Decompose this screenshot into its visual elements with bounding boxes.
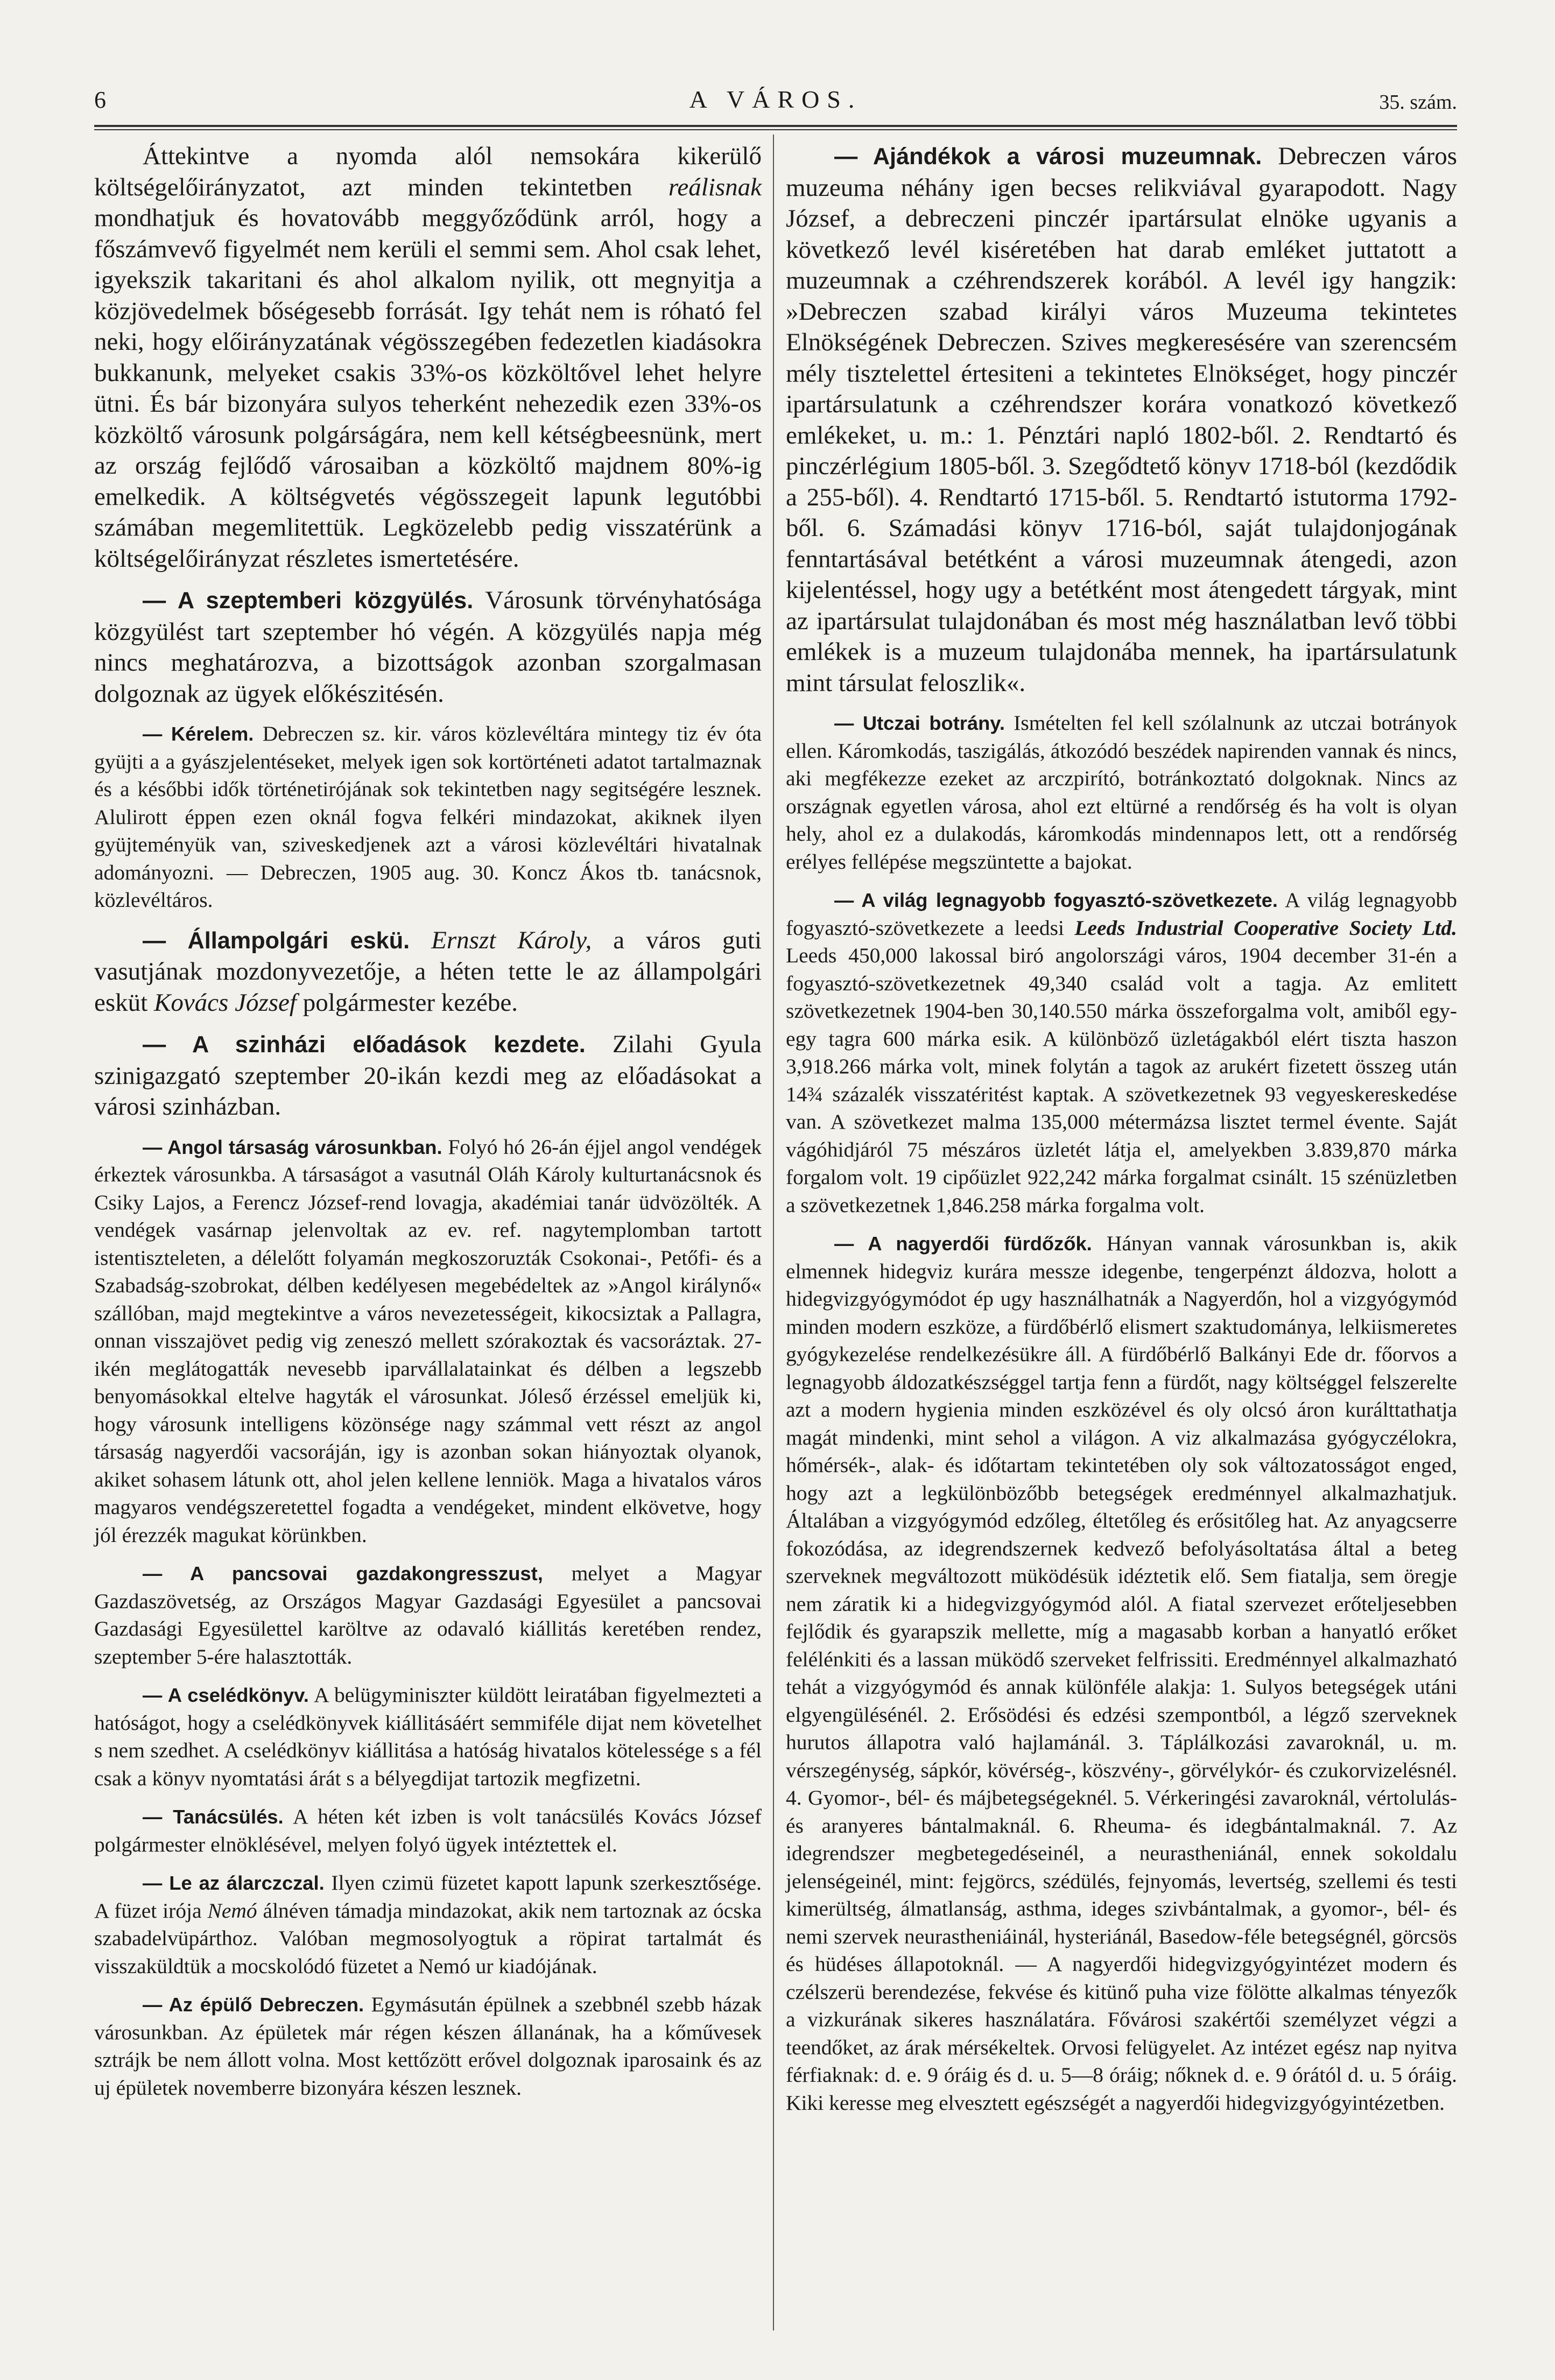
article-paragraph [94,1029,762,1123]
article-text: A világ legnagyobb fogyasztó-szövetkezete a leedsi [786,888,1457,940]
article-text: A belügyminiszter küldött leiratában figyelmezteti a hatóságot, hogy a cselédkönyvek kiállitásáért semmiféle dijat nem követelhet s nem szedhet. A cselédkönyv kiállitása a hatóság hivatalos kötelessége s a fél csak a könyv nyomtatási árát s a bélyegdijat tartozik megfizetni. [94,1683,762,1790]
article-text: Ismételten fel kell szólalnunk az utczai botrányok ellen. Káromkodás, taszigálás, átkozódó beszédek napirenden vannak és nincs, aki megfékezze ezeket az arczpirító, botránkoztató dolgoknak. Nincs az országnak egyetlen városa, ahol ezt eltürné a rendőrség és ha volt is olyan hely, ahol ez a dulakodás, káromkodás mindennapos lett, ott a rendőrség erélyes fellépése megszüntette a bajokat. [786,711,1457,874]
article-text: Egymásután épülnek a szebbnél szebb házak városunkban. Az épületek már régen készen állanának, ha a kőművesek sztrájk be nem állott volna. Most kettőzött erővel dolgoznak iparosaink és az uj épületek novemberre bizonyára készen lesznek. [94,1992,762,2100]
article-headline: — Állampolgári eskü. [143,927,410,954]
article-headline: — A szinházi előadások kezdete. [143,1032,586,1058]
article-headline: — Kérelem. [143,723,254,745]
article-headline: — Angol társaság városunkban. [143,1136,442,1158]
issue-number: 35. szám. [1379,91,1457,114]
article-headline: — A szeptemberi közgyülés. [143,588,474,614]
article-text: melyet a Magyar Gazdaszövetség, az Országos Magyar Gazdasági Egyesület a pancsovai Gazdasági Egyesülettel karöltve az odavaló kiállitás keretében rendez, szeptember 5-ére halasztották. [94,1561,762,1668]
article-text: Hányan vannak városunkban is, akik elmennek hidegviz kurára messze idegenbe, tengerpénzt áldozva, holott a hidegvizgyógymódot ép ugy használhatnák a Nagyerdőn, hol a vizgyógymód minden modern eszköze, a fürdőbérlő elismert szaktudománya, lelkiismeretes gyógykezelése rendelkezésükre áll. A fürdőbérlő Balkányi Ede dr. főorvos a legnagyobb áldozatkészséggel tartja fenn a fürdőt, nagy költséggel felszerelte azt a modern hygienia minden eszközével és oly olcsó áron kurálttathatja magát mindenki, mint sehol a világon. A viz alkalmazása gyógyczélokra, hőmérsék-, alak- és időtartam tekintetében oly sok változatosságot enged, hogy azt a legkülönbözőbb betegségek eredménnyel alkalmazhatjuk. Általában a vizgyógymód edzőleg, éltetőleg és erősitőleg hat. Az anyagcserre fokozódása, az idegrendszernek kedvező befolyásoltatása által a beteg szerveknek megváltozott müködésük idéztetik elő. Sem fiatalja, sem öregje nem záratik ki a hidegvizgyógymód alól. A fiatal szervezet erőteljesebben fejlődik és gyarapszik mellette, míg a magasabb korban a hanyatló erőket felélénkiti és a lassan müködő szerveket felfrissiti. Eredménnyel alkalmazható tehát a vizgyógymód és annak különféle alakja: 1. Sulyos betegségek utáni elgyengülésénél. 2. Erősödési és edzési szempontból, a légző szerveknek hurutos állapotra való hajlamánál. 3. Táplálkozási zavaroknál, u. m. vérszegénység, sápkór, kövérség-, köszvény-, görvélykór- és czukorvizelésnél. 4. Gyomor-, bél- és májbetegségeknél. 5. Vérkeringési zavaroknál, vértolulás- és aranyeres bántalmaknál. 6. Rheuma- és idegbántalmaknál. 7. Az idegrendszer megbetegedéseinél, a neurastheniánál, ennek sokoldalu jelenségeinél, mint: fejgörcs, szédülés, fejnyomás, levertség, szellemi és testi kimerültség, álmatlanság, asthma, ideges szivbántalmak, a gyomor-, bél- és nemi szervek neurastheniáinál, hysteriánál, Basedow-féle betegségnél, görcsös és hüdéses állapotoknál. — A nagyerdői hidegvizgyógyintézet modern és czélszerü berendezése, fekvése és kitünő puha vize fölötte alkalmas tényezők a vizkurának sikeres használatára. Fővárosi szakértői személyzet végzi a teendőket, az árak mérsékeltek. Orvosi felügyelet. Az intézet egész nap nyitva férfiaknak: d. e. 9 óráig és d. u. 5—8 óráig; nőknek d. e. 9 órától d. u. 5 óráig. Kiki keresse meg elvesztett egészségét a nagyerdői hidegvizgyógyintézetben. [786,1231,1457,2115]
right-column [786,141,1457,2128]
article-paragraph [786,709,1457,876]
article-text: Áttekintve a nyomda alól nemsokára kikerülő költségelőirányzatot, azt minden tekintetben [94,142,762,201]
article-paragraph [94,1681,762,1792]
article-headline: — A pancsovai gazdakongresszust, [143,1562,543,1585]
article-headline: — A cselédkönyv. [143,1684,309,1706]
article-text: polgármester kezébe. [296,988,518,1017]
emphasized-text: Kovács József [153,988,297,1017]
article-text [410,926,431,954]
column-divider [773,135,774,2330]
page-header [94,81,1457,124]
article-paragraph [786,1230,1457,2117]
article-text: A héten két izben is volt tanácsülés Kovács József polgármester elnöklésével, melyen folyó ügyek intéztettek el. [94,1805,762,1856]
article-text: álnéven támadja mindazokat, akik nem tartoznak az ócska szabadelvüpárthoz. Valóban megmosolyogtuk a röpirat tartalmát és visszaküldtük a mocskolódó füzetet a Nemó ur kiadójának. [94,1898,762,1978]
article-text: a város guti vasutjának mozdonyvezetője, a héten tette le az állampolgári esküt [94,926,762,1017]
article-paragraph [94,141,762,574]
article-headline: — Utczai botrány. [834,712,1005,734]
article-paragraph [94,1869,762,1980]
article-paragraph [94,925,762,1019]
left-column [94,141,762,2113]
article-text: mondhatjuk és hovatovább meggyőződünk arról, hogy a főszámvevő figyelmét nem kerüli el semmi sem. Ahol csak lehet, igyekszik takaritani és ahol alkalom nyilik, ott megnyitja a közjövedelmek bőségesebb forrását. Igy tehát nem is róható fel neki, hogy előirányzatának végösszegében fedezetlen kiadásokra bukkanunk, melyeket csakis 33%-os közköltővel lehet helyre ütni. És bár bizonyára sulyos teherként nehezedik ezen 33%-os közköltő városunk polgárságára, nem kell kétségbeesnünk, mert az ország fejlődő városaiban a közköltő majdnem 80%-ig emelkedik. A költségvetés végösszegeit lapunk legutóbbi számában megemlitettük. Legközelebb pedig visszatérünk a költségelőirányzat részletes ismertetésére. [94,204,762,573]
article-paragraph [94,585,762,709]
article-headline: — A világ legnagyobb fogyasztó-szövetkezete. [834,889,1278,911]
header-rule-thin [94,129,1457,130]
article-paragraph [786,886,1457,1219]
article-headline: — Tanácsülés. [143,1806,284,1828]
article-text: Ilyen czimü füzetet kapott lapunk szerkesztősége. A füzet irója [94,1871,762,1923]
article-paragraph [786,141,1457,699]
emphasized-text: Nemó [207,1898,257,1923]
article-headline: — A nagyerdői fürdőzők. [834,1233,1092,1255]
article-paragraph [94,1991,762,2102]
header-rule [94,125,1457,127]
article-paragraph [94,1133,762,1550]
emphasized-text: Ernszt Károly, [431,926,592,954]
article-headline: — Le az álarczczal. [143,1872,325,1894]
article-headline: — Ajándékok a városi muzeumnak. [834,144,1262,170]
emphasized-text: Leeds Industrial Cooperative Society Ltd. [1074,916,1457,940]
article-paragraph [94,1803,762,1858]
article-text: Zilahi Gyula szinigazgató szeptember 20-ikán kezdi meg az előadásokat a városi szinházban. [94,1030,762,1121]
article-text: Debreczen város muzeuma néhány igen becses relikviával gyarapodott. Nagy József, a debreczeni pinczér ipartársulat elnöke ugyanis a következő levél kiséretében hat darab emléket juttatott a muzeumnak a czéhrendszerek korából. A levél igy hangzik: »Debreczen szabad királyi város Muzeuma tekintetes Elnökségének Debreczen. Szives megkeresésére van szerencsém mély tisztelettel értesiteni a tekintetes Elnökséget, hogy pinczér ipartársulatunk a czéhrendszer korára vonatkozó következő emlékeket, u. m.: 1. Pénztári napló 1802-ből. 2. Rendtartó és pinczérlégium 1805-ből. 3. Szegődtető könyv 1718-ból (kezdődik a 255-ből). 4. Rendtartó 1715-ből. 5. Rendtartó istutorma 1792-ből. 6. Számadási könyv 1716-ból, saját tulajdonjogának fenntartásával betétként a városi muzeumnak átengedi, azon kijelentéssel, hogy ugy a betétként most átengedett tárgyak, mint az ipartársulat tulajdonában és most még használatban levő többi emlékek is a muzeum tulajdonába mennek, ha ipartársulatunk mint társulat feloszlik«. [786,142,1457,697]
article-text: Városunk törvényhatósága közgyülést tart szeptember hó végén. A közgyülés napja még nincs meghatározva, a bizottságok azonban szorgalmasan dolgoznak az ügyek előkészitésén. [94,586,762,708]
page-number: 6 [94,87,106,113]
article-text: Debreczen sz. kir. város közlevéltára mintegy tiz év óta gyüjti a a gyászjelentéseket, melyek igen sok kortörténeti adatot tartalmaznak és a későbbi idők történetirójának sok tekintetben nagy segitségére lesznek. Alulirott éppen ezen oknál fogva felkéri mindazokat, akiknek ilyen gyüjteményük van, sziveskedjenek azt a városi közlevéltári hivatalnak adományozni. — Debreczen, 1905 aug. 30. Koncz Ákos tb. tanácsnok, közlevéltáros. [94,722,762,912]
article-headline: — Az épülő Debreczen. [143,1994,364,2016]
article-paragraph [94,1560,762,1671]
newspaper-title: A VÁROS. [689,86,862,113]
emphasized-text: reálisnak [668,173,762,201]
article-text: Leeds 450,000 lakossal biró angolországi város, 1904 december 31-én a fogyasztó-szövetkezetnek 49,340 család volt a tagja. Az emlitett szövetkezetnek 1904-ben 30,140.550 márka összeforgalma volt, amiből egy-egy tagra 600 márka esik. A különböző üzletágakból elért tiszta haszon 3,918.266 márka volt, minek folytán a tagok az arukért fizetett összeg után 14¾ százalék visszatéritést kaptak. A szövetkezetnek 93 vegyeskereskedése van. A szövetkezet malma 135,000 métermázsa lisztet termel évente. Saját vágóhidjáról 75 mészáros üzletét látja el, amelyekben 3.839,870 márka forgalom volt. 19 cipőüzlet 922,242 márka forgalmat csinált. 15 szénüzletben a szövetkezetnek 1,846.258 márka forgalma volt. [786,943,1457,1217]
article-text: Folyó hó 26-án éjjel angol vendégek érkeztek városunkba. A társaságot a vasutnál Oláh Károly kulturtanácsnok és Csiky Lajos, a Ferencz József-rend lovagja, akadémiai tanár üdvözölték. A vendégek vasárnap jelenvoltak az ev. ref. nagytemplomban tartott istentiszteleten, a délelőtt folyamán megkoszoruzták Csokonai-, Petőfi- és a Szabadság-szobrokat, délben kedélyesen megebédeltek az »Angol királynő« szállóban, majd megtekintve a város nevezetességeit, kikocsiztak a Pallagra, onnan visszajövet pedig vig zeneszó mellett szórakoztak és vacsoráztak. 27-ikén meglátogatták nevesebb iparvállalatainkat és délben a legszebb benyomásokkal eltelve hagyták el városunkat. Jóleső érzéssel emeljük ki, hogy városunk intelligens közönsége nagy számmal vett részt az angol társaság nagyerdői vacsoráján, igy is azonban sokan hiányoztak olyanok, akiket sohasem látunk ott, ahol jelen kellene lenniök. Maga a hivatalos város magyaros vendégszeretettel fogadta a vendégeket, mindent elkövetve, hogy jól érezzék magukat körünkben. [94,1135,762,1547]
article-paragraph [94,720,762,914]
